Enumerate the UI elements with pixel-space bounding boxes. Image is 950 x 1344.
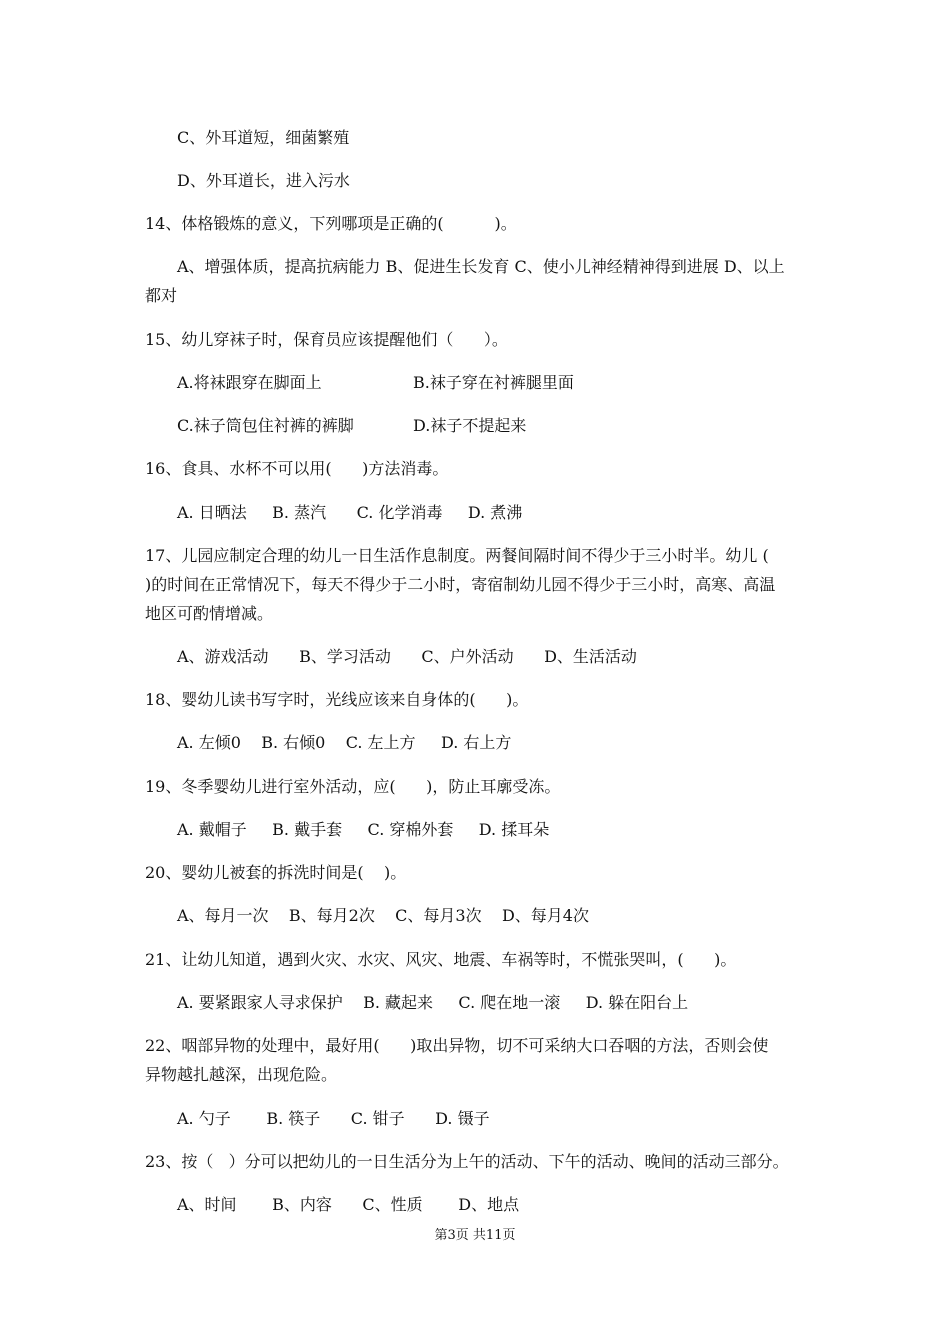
options-q18: A. 左倾0 B. 右倾0 C. 左上方 D. 右上方 <box>177 733 512 752</box>
option-a-q15: A.将袜跟穿在脚面上 <box>177 373 322 392</box>
question-14: 14、体格锻炼的意义，下列哪项是正确的( )。 <box>145 214 517 233</box>
option-d-q13: D、外耳道长，进入污水 <box>177 171 350 190</box>
option-c-q15: C.袜子筒包住衬裤的裤脚 <box>177 416 354 435</box>
options-q21: A. 要紧跟家人寻求保护 B. 藏起来 C. 爬在地一滚 D. 躲在阳台上 <box>177 993 689 1012</box>
question-23: 23、按（ ）分可以把幼儿的一日生活分为上午的活动、下午的活动、晚间的活动三部分。 <box>145 1152 789 1171</box>
question-17-cont-1: )的时间在正常情况下，每天不得少于二小时，寄宿制幼儿园不得少于三小时，高寒、高温 <box>145 575 776 594</box>
question-15: 15、幼儿穿袜子时，保育员应该提醒他们（ ）。 <box>145 330 508 349</box>
question-17-cont-2: 地区可酌情增减。 <box>145 604 274 623</box>
page-footer: 第3页 共11页 <box>434 1228 516 1243</box>
options-q14-cont: 都对 <box>145 286 178 305</box>
question-17: 17、儿园应制定合理的幼儿一日生活作息制度。两餐间隔时间不得少于三小时半。幼儿 ( <box>145 546 769 565</box>
question-20: 20、婴幼儿被套的拆洗时间是( )。 <box>145 863 407 882</box>
options-q16: A. 日晒法 B. 蒸汽 C. 化学消毒 D. 煮沸 <box>177 503 523 522</box>
options-q22: A. 勺子 B. 筷子 C. 钳子 D. 镊子 <box>177 1109 490 1128</box>
question-21: 21、让幼儿知道，遇到火灾、水灾、风灾、地震、车祸等时，不慌张哭叫，( )。 <box>145 950 737 969</box>
question-19: 19、冬季婴幼儿进行室外活动，应( )，防止耳廓受冻。 <box>145 777 561 796</box>
option-d-q15: D.袜子不提起来 <box>413 416 527 435</box>
question-22: 22、咽部异物的处理中，最好用( )取出异物，切不可采纳大口吞咽的方法，否则会使 <box>145 1036 769 1055</box>
question-18: 18、婴幼儿读书写字时，光线应该来自身体的( )。 <box>145 690 529 709</box>
option-b-q15: B.袜子穿在衬裤腿里面 <box>413 373 574 392</box>
options-q17: A、游戏活动 B、学习活动 C、户外活动 D、生活活动 <box>177 647 637 666</box>
question-16: 16、食具、水杯不可以用( )方法消毒。 <box>145 459 449 478</box>
options-q20: A、每月一次 B、每月2次 C、每月3次 D、每月4次 <box>177 906 589 925</box>
options-q23: A、时间 B、内容 C、性质 D、地点 <box>177 1195 520 1214</box>
option-c-q13: C、外耳道短，细菌繁殖 <box>177 128 350 147</box>
options-q14: A、增强体质，提高抗病能力 B、促进生长发育 C、使小儿神经精神得到进展 D、以上 <box>177 257 785 276</box>
options-q19: A. 戴帽子 B. 戴手套 C. 穿棉外套 D. 揉耳朵 <box>177 820 550 839</box>
question-22-cont: 异物越扎越深，出现危险。 <box>145 1065 338 1084</box>
